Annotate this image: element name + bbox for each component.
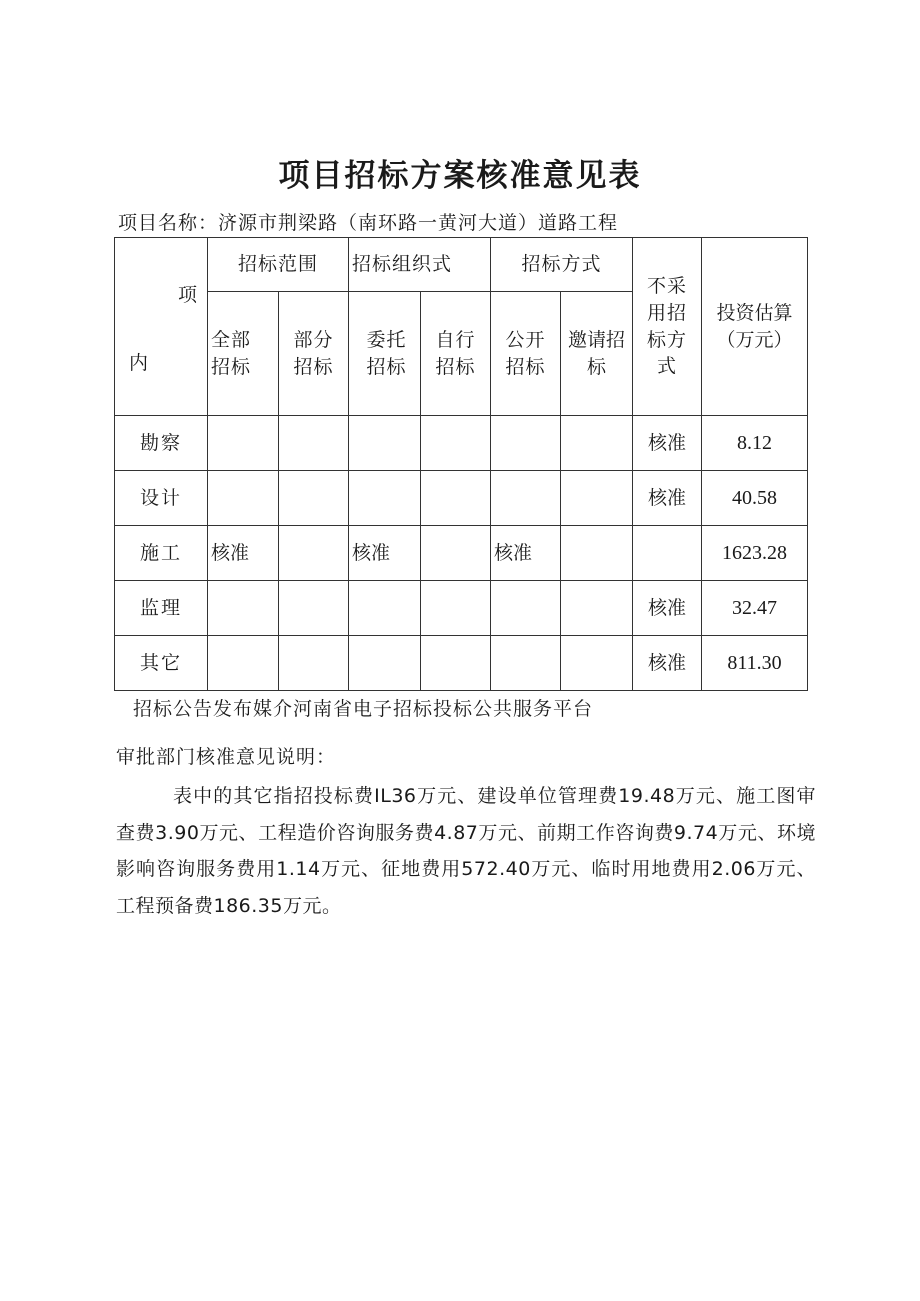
cell-partial	[279, 526, 349, 581]
cell-public: 核准	[491, 526, 561, 581]
cell-entrust: 核准	[349, 526, 421, 581]
cell-partial	[279, 416, 349, 471]
table-row	[115, 526, 808, 581]
cell-invite	[561, 581, 633, 636]
cell-invite	[561, 636, 633, 691]
table-row	[115, 636, 808, 691]
header-partial-bid: 部分招标	[279, 292, 349, 416]
cell-not-adopted: 核准	[633, 636, 702, 691]
header-bid-scope: 招标范围	[208, 238, 349, 292]
header-bid-organization: 招标组织式	[349, 238, 491, 292]
corner-bottom-label: 内	[129, 352, 149, 374]
corner-top-label: 项	[177, 284, 197, 306]
cell-entrust	[349, 416, 421, 471]
corner-header-cell	[115, 238, 208, 416]
table-row	[115, 581, 808, 636]
cell-self	[421, 526, 491, 581]
page-title: 项目招标方案核准意见表	[278, 158, 642, 194]
cell-public	[491, 636, 561, 691]
cell-investment: 811.30	[702, 636, 808, 691]
header-self-bid: 自行招标	[421, 292, 491, 416]
approval-table	[114, 237, 808, 691]
table-row	[115, 471, 808, 526]
cell-not-adopted	[633, 526, 702, 581]
cell-full	[208, 636, 279, 691]
header-bid-method: 招标方式	[491, 238, 633, 292]
table-row	[115, 416, 808, 471]
row-label: 施工	[115, 526, 208, 581]
header-row-1	[115, 238, 808, 292]
header-full-bid: 全部招标	[208, 292, 279, 416]
header-entrusted-bid: 委托招标	[349, 292, 421, 416]
cell-partial	[279, 581, 349, 636]
cell-self	[421, 471, 491, 526]
cell-entrust	[349, 471, 421, 526]
cell-not-adopted: 核准	[633, 471, 702, 526]
cell-invite	[561, 526, 633, 581]
header-invited-bid: 邀请招标	[561, 292, 633, 416]
cell-self	[421, 581, 491, 636]
cell-invite	[561, 416, 633, 471]
cell-investment: 1623.28	[702, 526, 808, 581]
cell-public	[491, 581, 561, 636]
row-label: 设计	[115, 471, 208, 526]
header-public-bid: 公开招标	[491, 292, 561, 416]
cell-full	[208, 581, 279, 636]
row-label: 监理	[115, 581, 208, 636]
cell-invite	[561, 471, 633, 526]
cell-full	[208, 471, 279, 526]
cell-partial	[279, 636, 349, 691]
header-not-adopted: 不采用招标方式	[633, 238, 702, 416]
cell-not-adopted: 核准	[633, 581, 702, 636]
cell-public	[491, 471, 561, 526]
cell-investment: 8.12	[702, 416, 808, 471]
approval-heading: 审批部门核准意见说明：	[116, 746, 337, 768]
approval-description: 表中的其它指招投标费IL36万元、建设单位管理费19.48万元、施工图审查费3.90万元、工程造价咨询服务费4.87万元、前期工作咨询费9.74万元、环境影响咨询服务费用1.14万元、征地费用572.40万元、临时用地费用2.06万元、工程预备费186.35万元。	[116, 785, 816, 917]
cell-entrust	[349, 581, 421, 636]
cell-partial	[279, 471, 349, 526]
cell-self	[421, 416, 491, 471]
cell-self	[421, 636, 491, 691]
cell-not-adopted: 核准	[633, 416, 702, 471]
row-label: 勘察	[115, 416, 208, 471]
cell-investment: 40.58	[702, 471, 808, 526]
announcement-media-line: 招标公告发布媒介河南省电子招标投标公共服务平台	[133, 698, 594, 720]
project-name: 项目名称：济源市荆梁路（南环路一黄河大道）道路工程	[118, 212, 619, 234]
cell-full: 核准	[208, 526, 279, 581]
cell-full	[208, 416, 279, 471]
row-label: 其它	[115, 636, 208, 691]
cell-public	[491, 416, 561, 471]
header-investment: 投资估算（万元）	[702, 238, 808, 416]
cell-entrust	[349, 636, 421, 691]
cell-investment: 32.47	[702, 581, 808, 636]
